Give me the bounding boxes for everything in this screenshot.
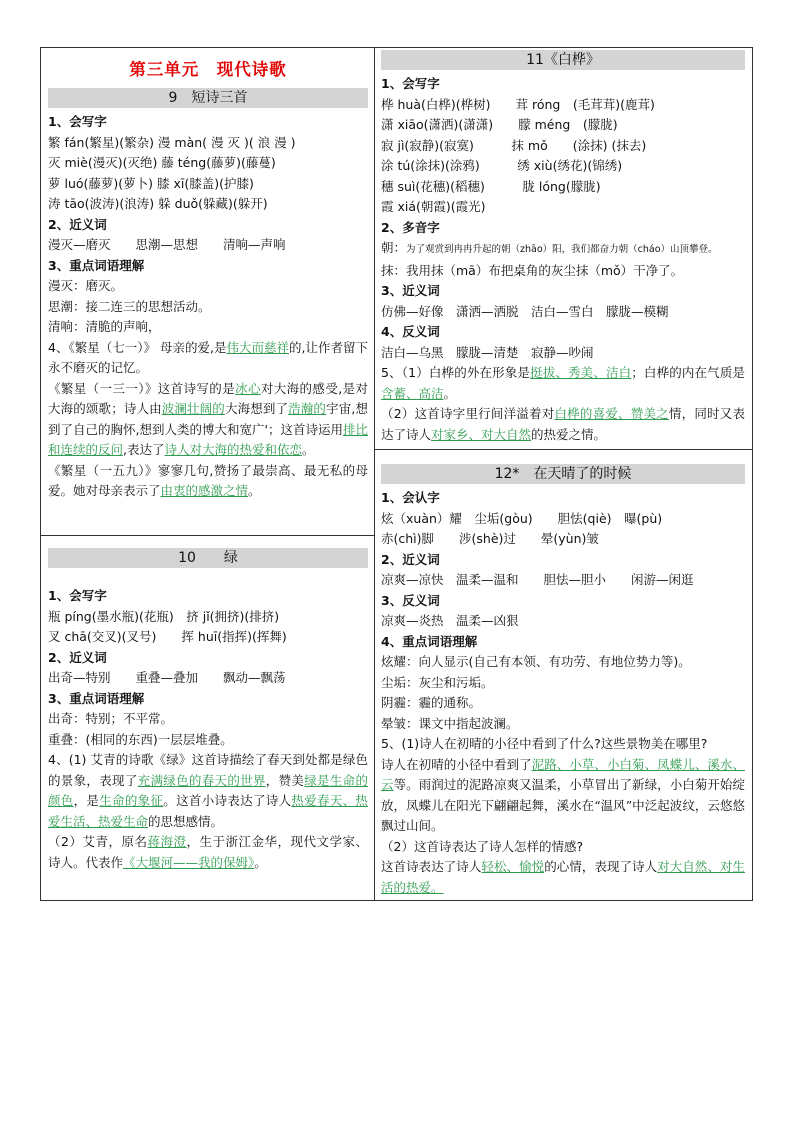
lesson11-char-line: 潇 xiāo(潇洒)(潇潇) 朦 méng (朦胧) [381,117,618,132]
lesson12-h1: 1、会认字 [381,490,440,505]
lesson10-h2: 2、近义词 [48,649,107,665]
lesson9-char-line: 萝 luó(藤萝)(萝卜) 膝 xī(膝盖)(护膝) [48,175,254,191]
lesson10-synonyms: 出奇—特别 重叠—叠加 飘动—飘荡 [48,670,286,685]
right-divider [374,449,753,450]
lesson11-char-line: 寂 jì(寂静)(寂寞) 抹 mǒ (涂抹) (抹去) [381,137,647,153]
lesson11-polyphone-1: 朝：为了观赏到冉冉升起的朝（zhāo）阳，我们都奋力朝（cháo）山顶攀登。 [381,240,718,255]
lesson12-char-line: 炫（xuàn）耀 尘垢(gòu) 胆怯(qiè) 曝(pù) [381,510,663,526]
lesson11-char-line: 穗 suì(花穗)(稻穗) 胧 lóng(朦胧) [381,178,601,194]
lesson9-section [48,48,368,502]
left-divider [40,535,375,536]
lesson10-char-line: 叉 chā(交叉)(叉号) 挥 huī(指挥)(挥舞) [48,629,287,644]
lesson9-note-b: 《繁星（一三一）》这首诗写的是冰心对大海的感受,是对大海的颂歌；诗人由波澜壮阔的大海想到了浩瀚的宇宙,想到了自己的胸怀,想到人类的博大和宽广'；这首诗运用排比和连续的反问,表达了诗人对大海的热爱和依恋。 [48,380,368,457]
lesson11-section [381,48,745,445]
lesson9-def: 思潮：接二连三的思想活动。 [48,298,211,314]
column-divider [374,47,375,901]
lesson11-char-line: 桦 huà(白桦)(桦树) 茸 róng (毛茸茸)(鹿茸) [381,96,655,112]
lesson10-h1: 1、会写字 [48,588,107,603]
lesson9-title: 9 短诗三首 [48,88,368,108]
lesson11-synonyms: 仿佛—好像 潇洒—洒脱 洁白—雪白 朦胧—模糊 [381,303,669,319]
lesson9-h2: 2、近义词 [48,216,107,232]
lesson11-h4: 4、反义词 [381,324,440,339]
unit-title: 第三单元 现代诗歌 [129,60,287,79]
lesson12-h3: 3、反义词 [381,592,440,608]
lesson9-note-c: 《繁星（一五九）》寥寥几句,赞扬了最崇高、最无私的母爱。她对母亲表示了由衷的感激之情。 [48,462,368,498]
lesson9-note-a: 4、《繁星（七一）》 母亲的爱,是伟大而慈祥的,让作者留下永不磨灭的记忆。 [48,339,368,375]
lesson12-def: 阴霾：霾的通称。 [381,695,482,710]
lesson11-antonyms: 洁白—乌黑 朦胧—清楚 寂静—吵闹 [381,344,594,360]
lesson12-h4: 4、重点词语理解 [381,633,478,649]
lesson9-def: 清响：清脆的声响， [48,319,161,334]
lesson10-def: 出奇：特别；不平常。 [48,711,174,726]
lesson11-title: 11《白桦》 [381,50,745,70]
lesson9-char-line: 繁 fán(繁星)(繁杂) 漫 màn( 漫 灭 )( 浪 漫 ) [48,134,296,150]
lesson10-note-b: （2）艾青，原名蒋海澄，生于浙江金华，现代文学家、诗人。代表作《大堰河——我的保姆》。 [48,834,368,870]
lesson10-note-a: 4、(1) 艾青的诗歌《绿》这首诗描绘了春天到处都是绿色的景象，表现了充满绿色的春天的世界，赞美绿是生命的颜色，是生命的象征。这首小诗表达了诗人热爱春天、热爱生活、热爱生命的思想感情。 [48,752,368,829]
lesson9-h3: 3、重点词语理解 [48,257,145,273]
lesson11-h1: 1、会写字 [381,76,440,91]
lesson12-def: 晕皱：课文中指起波澜。 [381,715,519,731]
lesson9-synonyms: 漫灭—磨灭 思潮—思想 清响—声响 [48,237,286,252]
lesson11-h3: 3、近义词 [381,283,440,298]
lesson12-question-2: （2）这首诗表达了诗人怎样的情感? [381,838,584,854]
lesson9-h1: 1、会写字 [48,114,107,129]
lesson12-char-line: 赤(chì)脚 涉(shè)过 晕(yùn)皱 [381,531,599,546]
lesson12-answer-1: 诗人在初晴的小径中看到了泥路、小草、小白菊、凤蝶儿、溪水、云等。雨润过的泥路凉爽又温柔，小草冒出了新绿，小白菊开始绽放，凤蝶儿在阳光下翩翩起舞，溪水在“温风”中泛起波纹，云悠悠飘过山间。 [381,756,745,833]
lesson10-char-line: 瓶 píng(墨水瓶)(花瓶) 挤 jǐ(拥挤)(排挤) [48,608,280,624]
lesson12-synonyms: 凉爽—凉快 温柔—温和 胆怯—胆小 闲游—闲逛 [381,572,694,587]
lesson11-char-line: 霞 xiá(朝霞)(霞光) [381,199,486,214]
lesson11-h2: 2、多音字 [381,219,440,235]
lesson9-def: 漫灭：磨灭。 [48,278,124,293]
lesson10-title: 10 绿 [48,548,368,568]
lesson12-question-1: 5、(1)诗人在初晴的小径中看到了什么?这些景物美在哪里? [381,736,708,751]
lesson9-char-line: 灭 miè(漫灭)(灭绝) 藤 téng(藤萝)(藤蔓) [48,155,276,170]
lesson10-def: 重叠：(相同的东西)一层层堆叠。 [48,731,233,747]
lesson12-section [381,462,745,898]
lesson12-def: 炫耀：向人显示(自己有本领、有功劳、有地位势力等)。 [381,654,691,669]
lesson11-note-a: 5、（1）白桦的外在形象是挺拔、秀美、洁白；白桦的内在气质是含蓄、高洁。 [381,365,745,401]
lesson9-char-line: 涛 tāo(波涛)(浪涛) 躲 duǒ(躲藏)(躲开) [48,196,268,211]
lesson11-polyphone-2: 抹：我用抹（mā）布把桌角的灰尘抹（mǒ）干净了。 [381,262,684,278]
lesson10-h3: 3、重点词语理解 [48,690,145,706]
lesson12-h2: 2、近义词 [381,551,440,567]
lesson11-note-b: （2）这首诗字里行间洋溢着对白桦的喜爱、赞美之情，同时又表达了诗人对家乡、对大自然的热爱之情。 [381,406,745,442]
lesson10-section [48,546,368,873]
lesson12-answer-2: 这首诗表达了诗人轻松、愉悦的心情，表现了诗人对大自然、对生活的热爱。 [381,859,745,895]
lesson11-char-line: 涂 tú(涂抹)(涂鸦) 绣 xiù(绣花)(锦绣) [381,158,623,173]
lesson12-def: 尘垢：灰尘和污垢。 [381,674,494,690]
lesson12-antonyms: 凉爽—炎热 温柔—凶狠 [381,613,519,628]
lesson12-title: 12* 在天晴了的时候 [381,464,745,484]
